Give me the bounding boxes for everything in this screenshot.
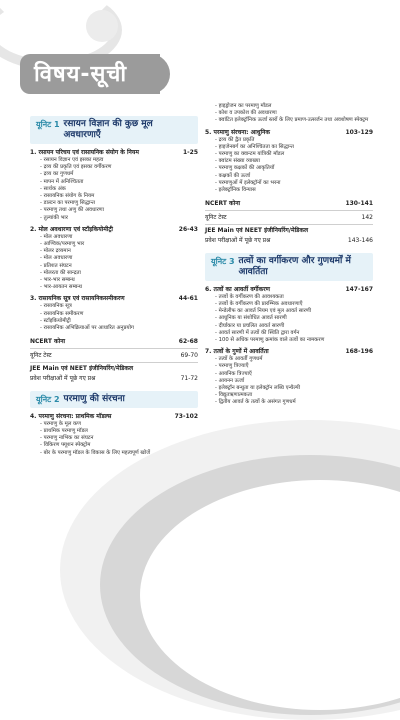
subtopic: - परमाणु त्रिज्याएँ — [205, 363, 373, 370]
chapter-entry[interactable]: 7. तत्वों के गुणों में आवर्तिता 168-196 — [205, 348, 373, 356]
subtopic: - कक्षकों की ऊर्जा — [205, 173, 373, 180]
subtopic: - मोल अवधारणा — [30, 234, 198, 241]
subtopic: - परमाणु तथा अणु की अवधारणा — [30, 207, 198, 214]
page-range: 147-167 — [345, 285, 373, 293]
previous-questions-entry[interactable]: प्रवेश परीक्षाओं में पूछे गए प्रश्न 143-146 — [205, 236, 373, 244]
subtopic: - द्रव्य की प्रकृति एवं इसका वर्गीकरण — [30, 164, 198, 171]
subtopic: - आयनिक त्रिज्याएँ — [205, 371, 373, 378]
unit-test-entry[interactable]: यूनिट टेस्ट 142 — [205, 214, 373, 222]
subtopic: - विकिरण फ्यूशन स्पेक्ट्रोम — [30, 442, 198, 449]
chapter-entry[interactable]: 3. रासायनिक सूत्र एवं रासायनिकसमीकरण 44-61 — [30, 295, 198, 303]
subtopic: - द्रव्य की द्वैत प्रकृति — [205, 137, 373, 144]
subtopic: - परमाणु के मूल कण — [30, 421, 198, 428]
subtopic: - तत्त्वों के वर्गीकरण की प्रारम्भिक अवधारणाएँ — [205, 301, 373, 308]
subtopic: - हाइड्रोजन का परमाणु मॉडल — [205, 103, 373, 110]
previous-questions-entry[interactable]: प्रवेश परीक्षाओं में पूछे गए प्रश्न 71-72 — [30, 374, 198, 382]
page-range: 168-196 — [345, 348, 373, 356]
subtopic: - रासायनिक सूत्र — [30, 303, 198, 310]
subtopic: - रासायनिक संयोग के नियम — [30, 193, 198, 200]
decorative-circle — [86, 10, 118, 42]
unit-3-header — [205, 253, 373, 281]
subtopic: - परमाणुओं में इलेक्ट्रॉनों का भरना — [205, 180, 373, 187]
subtopic: - भार-भार सम्बन्ध — [30, 277, 198, 284]
subtopic: - रासायनिक समीकरण — [30, 311, 198, 318]
page-range: 103-129 — [345, 128, 373, 136]
page-range: 44-61 — [178, 295, 198, 303]
subtopic: - स्टॉइकियोमीट्री — [30, 318, 198, 325]
unit-tag: यूनिट 3 — [211, 256, 235, 266]
subtopic: - मोलरता की सान्द्रता — [30, 270, 198, 277]
chapter-entry[interactable]: 4. परमाणु संरचना: प्राथमिक मॉडल्स 73-102 — [30, 412, 198, 420]
toc-right-column — [205, 103, 373, 407]
subtopic: - परमाणु कक्षकों की आकृतियाँ — [205, 165, 373, 172]
unit-tag: यूनिट 2 — [36, 394, 60, 404]
subtopic: - आण्विक/परमाणु भार — [30, 241, 198, 248]
subtopic: - तत्वों के आवर्ती गुणधर्म — [205, 356, 373, 363]
subtopic: - रासायनिक अभिक्रियाओं पर आधारित अनुप्रयोग — [30, 325, 198, 332]
subtopic: - बोर के परमाणु मॉडल के विकास के लिए महत्वपूर्ण खोजें — [30, 450, 198, 457]
subtopic: - हाइजेनबर्ग का अनिश्चितता का सिद्धान्त — [205, 144, 373, 151]
unit-test-entry[interactable]: यूनिट टेस्ट 69-70 — [30, 352, 198, 360]
page-range: 73-102 — [174, 412, 198, 420]
subtopic: - मापन में अनिश्चितता — [30, 179, 198, 186]
jee-neet-label: JEE Main एवं NEET इंजीनियरिंग/मेडिकल — [30, 365, 134, 373]
subtopic: - सार्थक अंक — [30, 186, 198, 193]
subtopic: - मोल अवधारणा — [30, 255, 198, 262]
subtopic: - द्वितीय आवर्त के तत्वों के असंगत गुणधर्म — [205, 399, 373, 406]
subtopic: - आयनन ऊर्जा — [205, 378, 373, 385]
subtopic: - परमाणु नाभिक का संघटन — [30, 435, 198, 442]
subtopic: - इलेक्ट्रॉन बन्धुता या इलेक्ट्रॉन लब्धि एन्थैल्पी — [205, 385, 373, 392]
subtopic: - आवर्त सारणी में तत्वों की स्थिति द्वारा वर्गन — [205, 330, 373, 337]
chapter-entry[interactable]: 5. परमाणु संरचना: आधुनिक 103-129 — [205, 128, 373, 136]
subtopic: - क्वांटित इलेक्ट्रॉनिक ऊर्जा स्तरों के लिए प्रमाण-उत्सर्जन तथा अवशोषण स्पेक्ट्रम — [205, 117, 373, 124]
subtopic: - क्वांटम संख्या व्याख्या — [205, 158, 373, 165]
unit-1-header — [30, 116, 198, 144]
subtopic: - इलेक्ट्रॉनिक विन्यास — [205, 187, 373, 194]
page-title: विषय-सूची — [34, 62, 128, 87]
subtopic: - द्रव्य का गुणधर्म — [30, 171, 198, 178]
unit-tag: यूनिट 1 — [36, 120, 60, 129]
subtopic: - तत्त्वों के वर्गीकरण की आवश्यकता — [205, 294, 373, 301]
subtopic: - रसायन विज्ञान एवं इसका महत्व — [30, 157, 198, 164]
subtopic: - प्राथमिक परमाणु मॉडल — [30, 428, 198, 435]
unit-2-header — [30, 391, 198, 408]
subtopic: - तुल्यांकी भार — [30, 215, 198, 222]
subtopic: - मोलर द्रव्यमान — [30, 248, 198, 255]
ncert-corner-entry[interactable]: NCERT कोना 62-68 — [30, 338, 198, 346]
chapter-entry[interactable]: 1. रसायन परिचय एवं रासायनिक संयोग के नियम 1-25 — [30, 149, 198, 156]
ncert-corner-entry[interactable]: NCERT कोना 130-141 — [205, 200, 373, 208]
chapter-entry[interactable]: 2. मोल अवधारणा एवं स्टॉइकियोमीट्री 26-43 — [30, 225, 198, 233]
page-range: 1-25 — [182, 149, 198, 156]
unit-title: तत्वों का वर्गीकरण और गुणधर्मों में आवर्तिता — [238, 255, 351, 277]
subtopic: - दीर्घाकार या प्रचलित आवर्त सारणी — [205, 323, 373, 330]
subtopic: - भार-आयतन सम्बन्ध — [30, 284, 198, 291]
subtopic: - मेन्डेलीफ का आवर्त नियम एवं मूल आवर्त सारणी — [205, 308, 373, 315]
unit-title: परमाणु की संरचना — [63, 393, 125, 404]
subtopic: - आधुनिक या संशोधित आवर्त सारणी — [205, 315, 373, 322]
toc-left-column — [30, 112, 198, 457]
subtopic: - विद्युतऋणात्मकता — [205, 392, 373, 399]
subtopic: - प्रतिशत संघटन — [30, 263, 198, 270]
subtopic: - डाल्टन का परमाणु सिद्धान्त — [30, 200, 198, 207]
subtopic: - 100 से अधिक परमाणु क्रमांक वाले तत्वों का नामकरण — [205, 337, 373, 344]
chapter-entry[interactable]: 6. तत्वों का आवर्ती वर्गीकरण 147-167 — [205, 285, 373, 293]
page-range: 26-43 — [178, 225, 198, 233]
jee-neet-label: JEE Main एवं NEET इंजीनियरिंग/मेडिकल — [205, 227, 309, 235]
unit-title: रसायन विज्ञान की कुछ मूल अवधारणाएँ — [63, 119, 153, 140]
subtopic: - कोश व उपकोश की अवधारणा — [205, 110, 373, 117]
subtopic: - परमाणु का क्वान्टम यांत्रिकी मॉडल — [205, 151, 373, 158]
